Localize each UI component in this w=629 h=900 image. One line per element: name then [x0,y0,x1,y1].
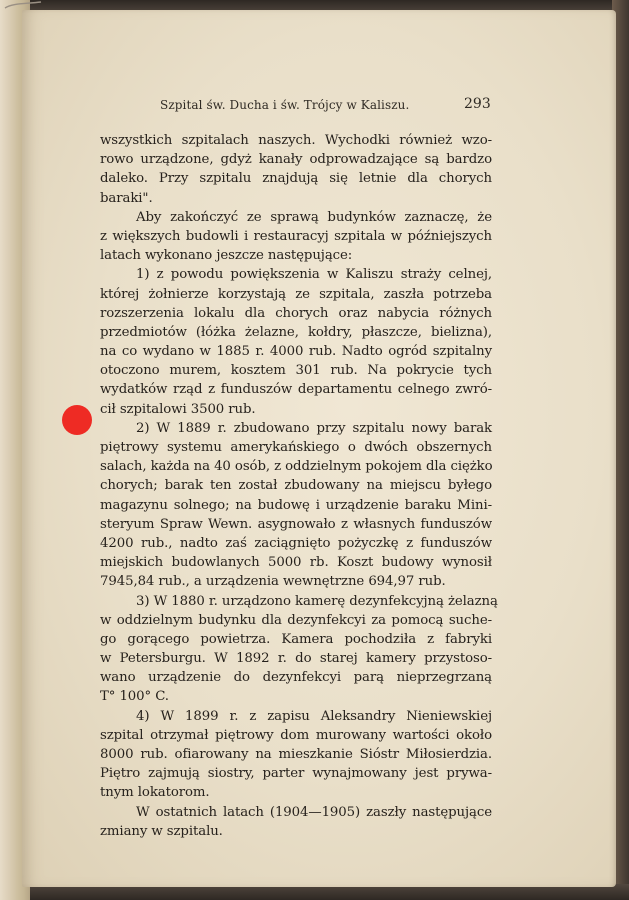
text-line: tnym lokatorom. [100,785,210,801]
text-line: 1) z powodu powiększenia w Kaliszu straży celnej, [136,267,492,283]
text-line: z większych budowli i restauracyj szpitala w późniejszych [100,228,492,244]
text-line: miejskich budowlanych 5000 rb. Koszt budowy wynosił [100,555,492,571]
text-line: daleko. Przy szpitalu znajdują się letnie dla chorych [100,171,492,187]
text-line: go gorącego powietrza. Kamera pochodziła z fabryki [100,631,492,647]
text-line: W ostatnich latach (1904—1905) zaszły następujące [136,804,492,820]
text-line: Aby zakończyć ze sprawą budynków zaznaczę, że [136,209,492,225]
running-head: Szpital św. Ducha i św. Trójcy w Kaliszu. [160,98,410,112]
text-line: zmiany w szpitalu. [100,823,223,839]
text-line: cił szpitalowi 3500 rub. [100,401,256,417]
text-line: magazynu solnego; na budowę i urządzenie baraku Mini- [100,497,492,513]
text-line: T° 100° C. [100,689,169,705]
text-line: otoczono murem, kosztem 301 rub. Na pokrycie tych [100,363,492,379]
text-line: 2) W 1889 r. zbudowano przy szpitalu nowy barak [136,420,492,436]
text-line: na co wydano w 1885 r. 4000 rub. Nadto ogród szpitalny [100,344,492,360]
text-line: wydatków rząd z funduszów departamentu celnego zwró- [100,382,492,398]
text-line: steryum Spraw Wewn. asygnowało z własnych funduszów [100,516,492,532]
text-line: szpital otrzymał piętrowy dom murowany wartości około [100,727,492,743]
text-line: salach, każda na 40 osób, z oddzielnym pokojem dla ciężko [100,459,493,475]
text-line: 4200 rub., nadto zaś zaciągnięto pożyczkę z funduszów [100,535,492,551]
text-line: Piętro zajmują siostry, parter wynajmowany jest prywa- [100,766,492,782]
text-line: chorych; barak ten został zbudowany na miejscu byłego [100,478,492,494]
text-line: w Petersburgu. W 1892 r. do starej kamery przystoso- [100,651,492,667]
text-line: baraki". [100,190,153,206]
text-line: 3) W 1880 r. urządzono kamerę dezynfekcyjną żelazną [136,593,498,609]
text-line: piętrowy systemu amerykańskiego o dwóch obszernych [100,440,492,455]
text-line: 7945,84 rub., a urządzenia wewnętrzne 694,97 rub. [100,574,446,590]
text-line: wano urządzenie do dezynfekcyi parą nieprzegrzaną [100,670,492,686]
red-dot-marker-icon[interactable] [62,405,92,435]
text-line: 8000 rub. ofiarowany na mieszkanie Sióstr Miłosierdzia. [100,747,492,762]
page-number: 293 [464,96,491,112]
text-line: przedmiotów (łóżka żelazne, kołdry, płaszcze, bielizna), [100,324,492,340]
body-text [100,131,498,841]
text-line: rowo urządzone, gdyż kanały odprowadzające są bardzo [100,152,492,168]
text-line: wszystkich szpitalach naszych. Wychodki również wzo- [100,133,492,148]
text-line: rozszerzenia lokalu dla chorych oraz nabycia różnych [100,305,492,321]
text-line: latach wykonano jeszcze następujące: [100,248,353,264]
text-line: 4) W 1899 r. z zapisu Aleksandry Nieniewskiej [136,708,492,724]
text-line: w oddzielnym budynku dla dezynfekcyi za pomocą suche- [100,612,492,628]
text-line: której żołnierze korzystają ze szpitala, zaszła potrzeba [100,286,492,302]
